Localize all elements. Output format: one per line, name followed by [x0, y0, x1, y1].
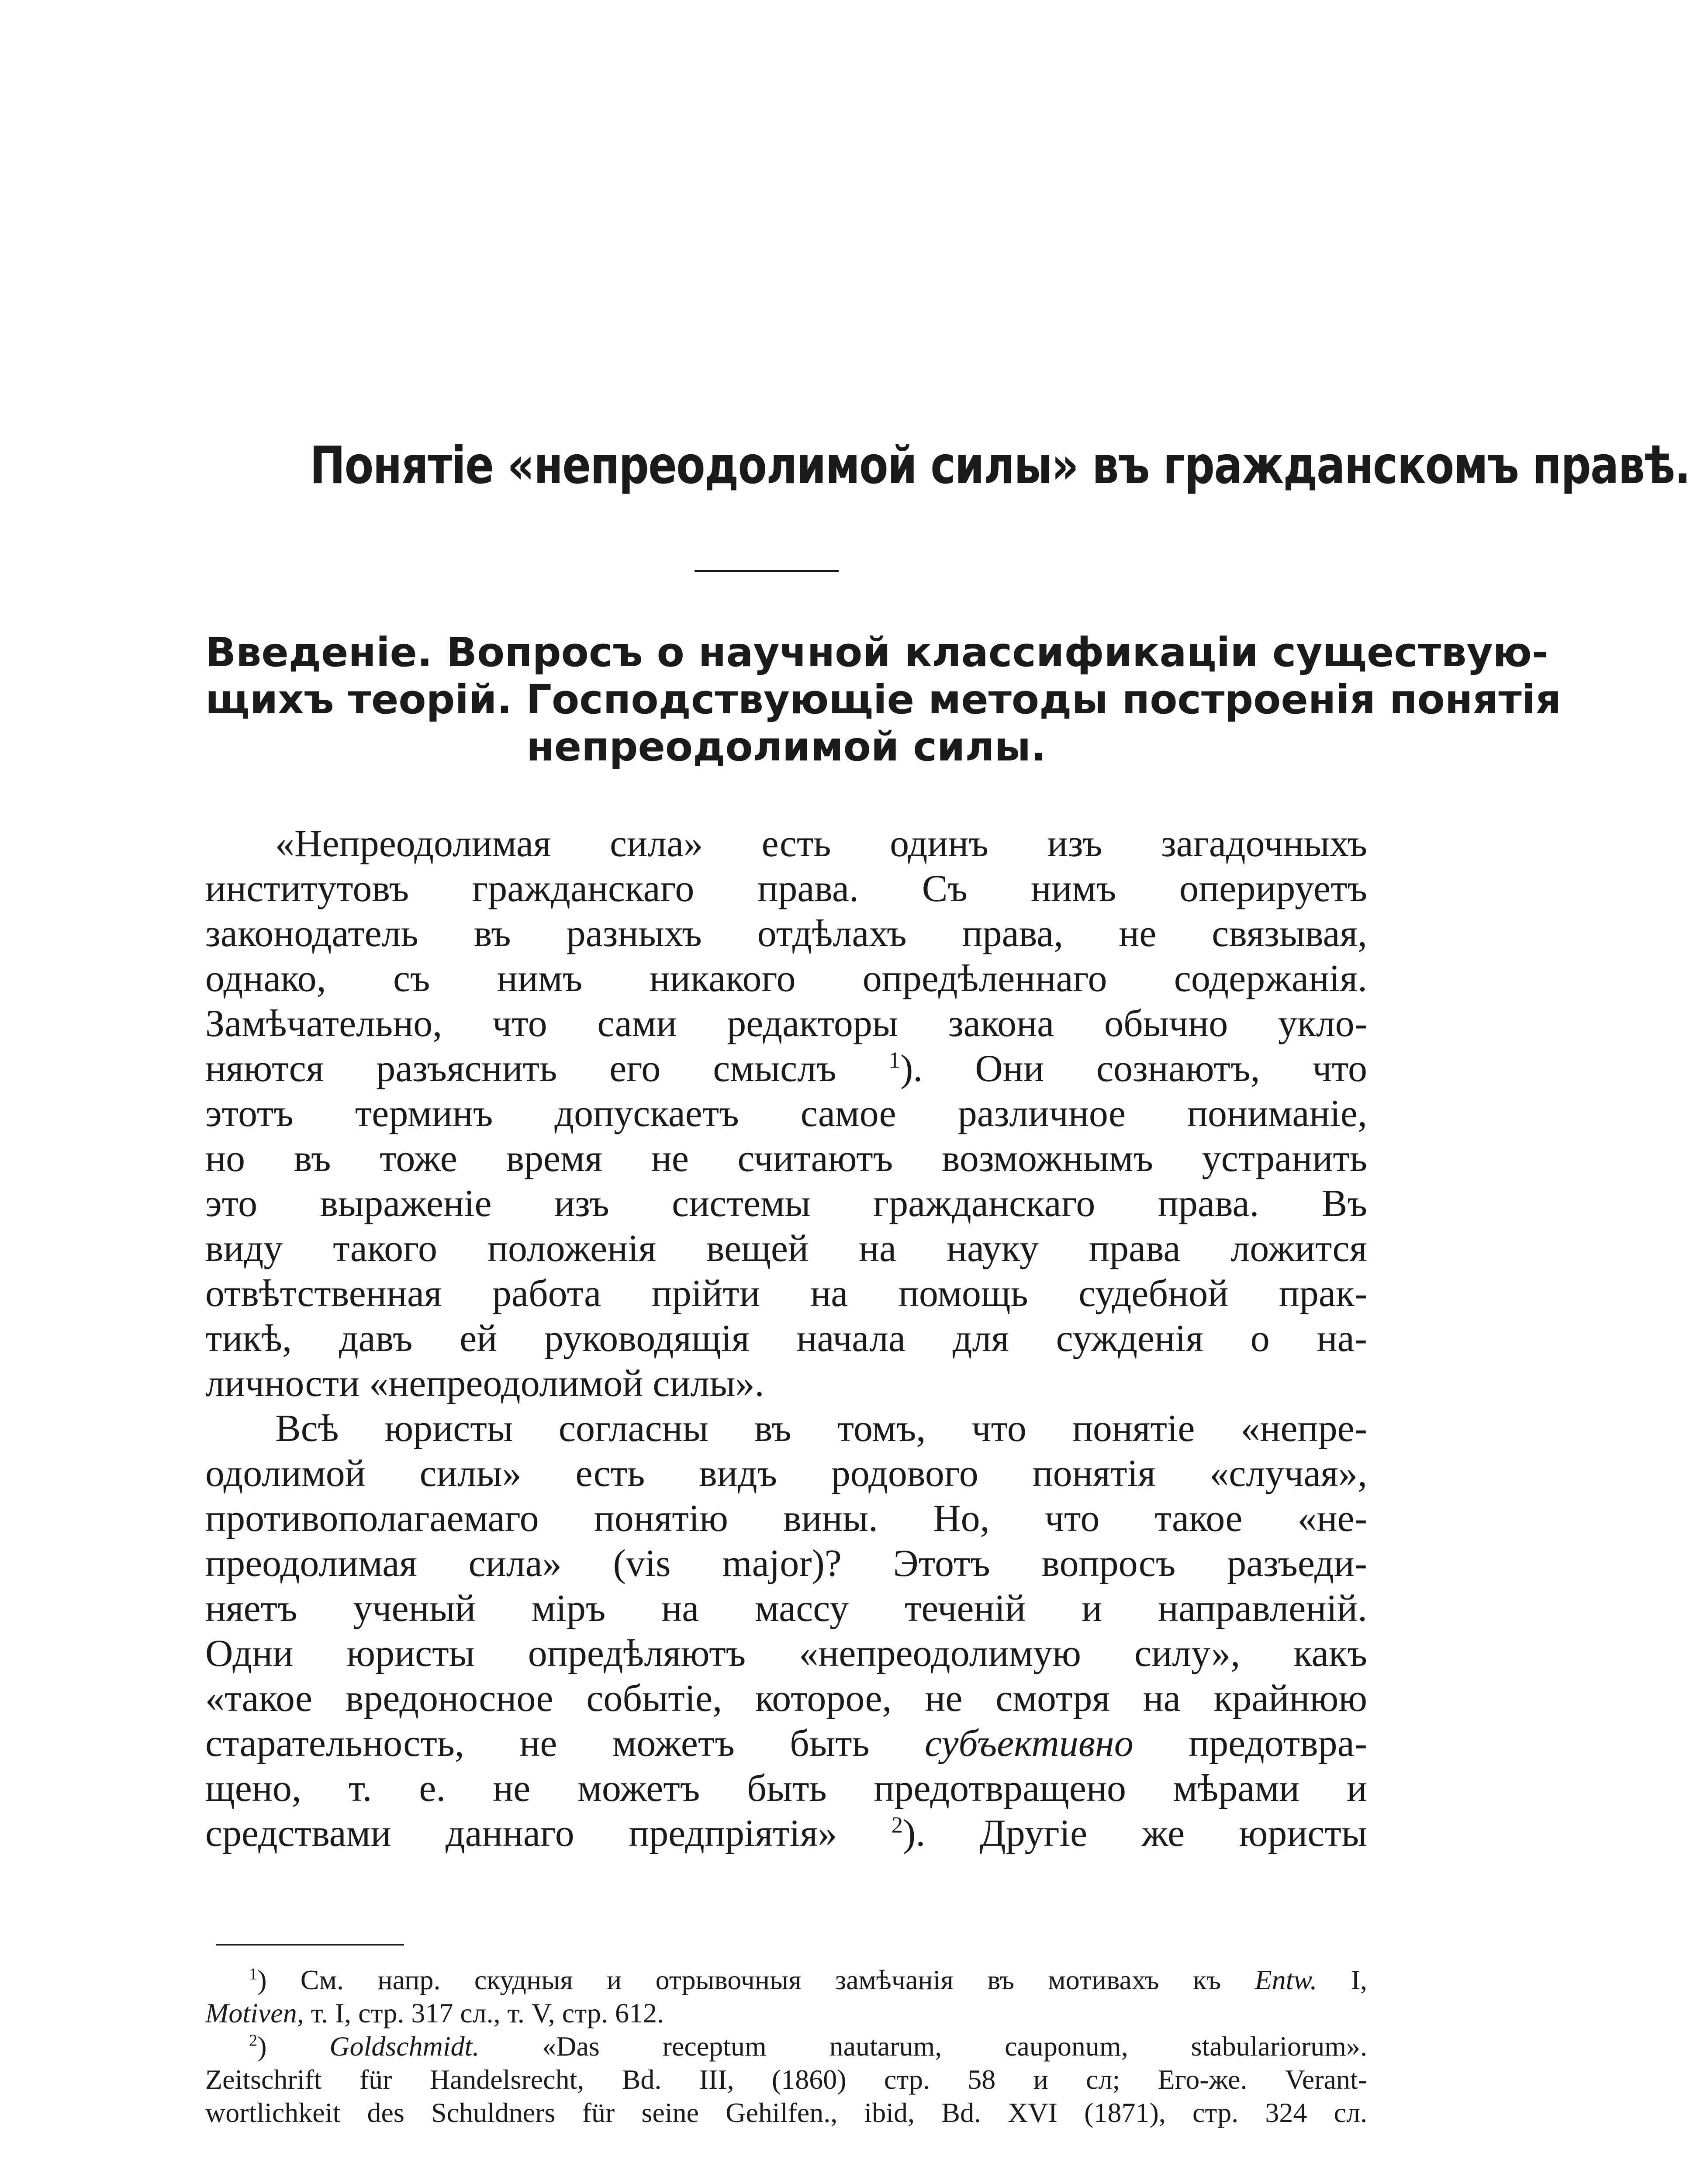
intro-line: щихъ теорій. Господствующіе методы построенія понятія: [205, 676, 1562, 723]
text-segment: ). Они сознаютъ, что: [900, 1047, 1367, 1090]
intro-line: Введеніе. Вопросъ о научной классификаціи существую-: [205, 629, 1549, 676]
footnote-2-line: Zeitschrift für Handelsrecht, Bd. III, (1860) стр. 58 и сл; Его-же. Verant-: [205, 2064, 1367, 2095]
text-line: личности «непреодолимой силы».: [205, 1362, 764, 1405]
footnote-text: ): [257, 2031, 330, 2062]
footnote-italic: Entw.: [1255, 1964, 1317, 1995]
text-line: институтовъ гражданскаго права. Съ нимъ оперируетъ: [205, 867, 1367, 910]
footnote-text: т. I, стр. 317 сл., т. V, стр. 612.: [304, 1997, 664, 2028]
footnote-ref-2[interactable]: 2: [891, 1812, 903, 1838]
italic-term: субъективно: [924, 1722, 1134, 1765]
text-line: противополагаемаго понятію вины. Но, что такое «не-: [205, 1497, 1367, 1540]
text-line: [205, 1811, 1367, 1856]
text-line: преодолимая сила» (vis major)? Этотъ вопросъ разъеди-: [205, 1542, 1367, 1585]
text-line: Всѣ юристы согласны въ томъ, что понятіе «непре-: [275, 1407, 1367, 1450]
intro-line: непреодолимой силы.: [526, 723, 1046, 770]
footnote-ref-1[interactable]: 1: [888, 1047, 900, 1073]
footnote-1-line: [205, 1963, 1367, 1997]
footnotes: [205, 1963, 1367, 2129]
footnote-mark-2: 2: [249, 2031, 258, 2050]
chapter-intro: [205, 629, 1562, 771]
text-line: [205, 1721, 1367, 1766]
footnote-italic: Goldschmidt.: [329, 2031, 480, 2062]
chapter-title: Понятіе «непреодолимой силы» въ гражданскомъ правѣ.: [310, 435, 1690, 495]
body-text: [205, 821, 1367, 1856]
text-line: няетъ ученый міръ на массу теченій и направленій.: [205, 1587, 1367, 1630]
footnote-text: I,: [1317, 1964, 1368, 1995]
text-line: Одни юристы опредѣляютъ «непреодолимую силу», какъ: [205, 1632, 1367, 1675]
book-page: [205, 0, 1690, 2184]
text-segment: няются разъяснить его смыслъ: [205, 1047, 836, 1090]
text-line: Замѣчательно, что сами редакторы закона обычно укло-: [205, 1002, 1367, 1045]
text-line: виду такого положенія вещей на науку права ложится: [205, 1227, 1367, 1270]
text-segment: старательность, не можетъ быть: [205, 1722, 925, 1765]
text-segment: средствами даннаго предпріятія»: [205, 1812, 892, 1855]
footnote-italic: Motiven,: [205, 1997, 304, 2028]
footnote-text: ) См. напр. скудныя и отрывочныя замѣчанія въ мотивахъ къ: [257, 1964, 1255, 1995]
paragraph-1: [205, 821, 1367, 1406]
text-line: одолимой силы» есть видъ родового понятія «случая»,: [205, 1452, 1367, 1495]
footnote-mark-1: 1: [249, 1965, 258, 1984]
text-line: щено, т. е. не можетъ быть предотвращено мѣрами и: [205, 1767, 1367, 1810]
text-line: это выраженіе изъ системы гражданскаго права. Въ: [205, 1182, 1367, 1225]
paragraph-2: [205, 1406, 1367, 1856]
footnote-1-line: [205, 1997, 1367, 2030]
footnote-divider: [216, 1944, 404, 1946]
footnote-text: «Das receptum nautarum, cauponum, stabulariorum».: [479, 2031, 1368, 2062]
text-line: этотъ терминъ допускаетъ самое различное пониманіе,: [205, 1092, 1367, 1135]
text-line: однако, съ нимъ никакого опредѣленнаго содержанія.: [205, 957, 1367, 1000]
footnote-2-line: wortlichkeit des Schuldners für seine Gehilfen., ibid, Bd. XVI (1871), стр. 324 сл.: [205, 2097, 1367, 2128]
footnote-2-line: [205, 2030, 1367, 2063]
text-segment: предотвра-: [1133, 1722, 1367, 1765]
text-segment: ). Другіе же юристы: [903, 1812, 1368, 1855]
text-line: «Непреодолимая сила» есть одинъ изъ загадочныхъ: [275, 822, 1367, 865]
text-line: тикѣ, давъ ей руководящія начала для сужденія о на-: [205, 1317, 1367, 1360]
text-line: [205, 1046, 1367, 1091]
text-line: законодатель въ разныхъ отдѣлахъ права, не связывая,: [205, 912, 1367, 955]
title-divider: [695, 570, 839, 572]
text-line: но въ тоже время не считаютъ возможнымъ устранить: [205, 1137, 1367, 1180]
text-line: «такое вредоносное событіе, которое, не смотря на крайнюю: [205, 1677, 1367, 1720]
text-line: отвѣтственная работа прійти на помощь судебной прак-: [205, 1272, 1367, 1315]
